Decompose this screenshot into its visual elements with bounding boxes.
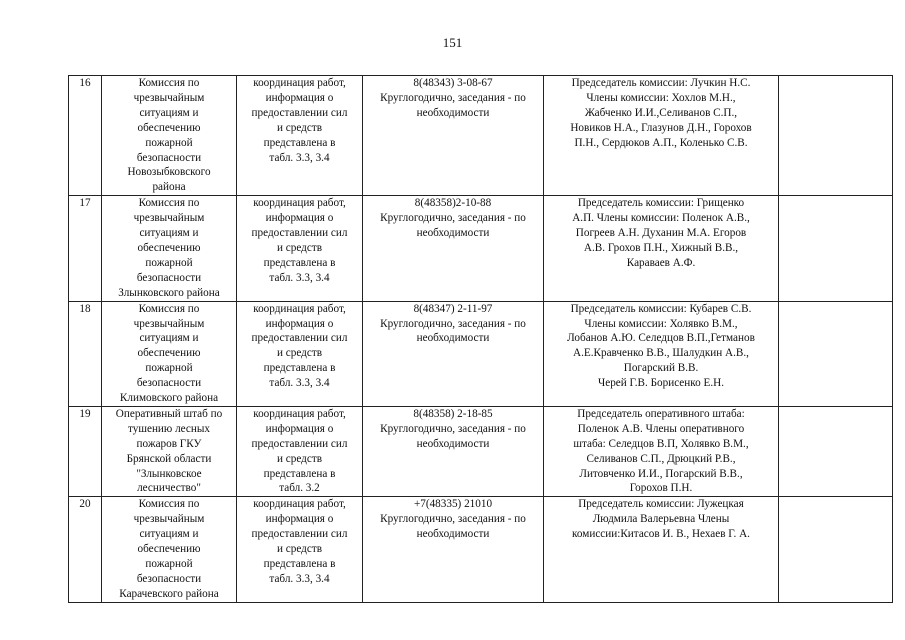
- function-cell: координация работ, информация о предоставлении сил и средств представлена в табл. 3.3, 3.4: [237, 301, 363, 406]
- notes-cell: [779, 76, 893, 196]
- table-row: [69, 76, 893, 196]
- page-number: 151: [442, 35, 463, 50]
- notes-cell: [779, 301, 893, 406]
- commissions-table: [68, 75, 893, 603]
- commission-name-cell: Комиссия по чрезвычайным ситуациям и обеспечению пожарной безопасности Злынковского района: [102, 196, 237, 301]
- table-row: [69, 301, 893, 406]
- contact-cell: 8(48358)2-10-88 Круглогодично, заседания - по необходимости: [363, 196, 544, 301]
- row-number-cell: 20: [69, 497, 102, 602]
- contact-cell: 8(48347) 2-11-97 Круглогодично, заседания - по необходимости: [363, 301, 544, 406]
- row-number-cell: 17: [69, 196, 102, 301]
- table-row: [69, 196, 893, 301]
- function-cell: координация работ, информация о предоставлении сил и средств представлена в табл. 3.3, 3.4: [237, 76, 363, 196]
- commission-name-cell: Оперативный штаб по тушению лесных пожаров ГКУ Брянской области "Злынковское лесничество": [102, 406, 237, 496]
- members-cell: Председатель комиссии: Грищенко А.П. Члены комиссии: Поленок А.В., Погреев А.Н. Духанин М.А. Егоров А.В. Грохов П.Н., Хижный В.В., Караваев А.Ф.: [544, 196, 779, 301]
- members-cell: Председатель комиссии: Лучкин Н.С. Члены комиссии: Хохлов М.Н., Жабченко И.И.,Селиванов С.П., Новиков Н.А., Глазунов Д.Н., Горохов П.Н., Сердюков А.П., Коленько С.В.: [544, 76, 779, 196]
- members-cell: Председатель оперативного штаба: Поленок А.В. Члены оперативного штаба: Селедцов В.П, Холявко В.М., Селиванов С.П., Дрюцкий Р.В., Литовченко И.И., Погарский В.В., Горохов П.Н.: [544, 406, 779, 496]
- notes-cell: [779, 406, 893, 496]
- row-number-cell: 18: [69, 301, 102, 406]
- commission-name-cell: Комиссия по чрезвычайным ситуациям и обеспечению пожарной безопасности Карачевского района: [102, 497, 237, 602]
- row-number-cell: 16: [69, 76, 102, 196]
- commission-name-cell: Комиссия по чрезвычайным ситуациям и обеспечению пожарной безопасности Новозыбковского района: [102, 76, 237, 196]
- table-row: [69, 406, 893, 496]
- table-row: [69, 497, 893, 602]
- members-cell: Председатель комиссии: Лужецкая Людмила Валерьевна Члены комиссии:Китасов И. В., Нехаев Г. А.: [544, 497, 779, 602]
- row-number-cell: 19: [69, 406, 102, 496]
- contact-cell: +7(48335) 21010 Круглогодично, заседания - по необходимости: [363, 497, 544, 602]
- contact-cell: 8(48358) 2-18-85 Круглогодично, заседания - по необходимости: [363, 406, 544, 496]
- members-cell: Председатель комиссии: Кубарев С.В. Члены комиссии: Холявко В.М., Лобанов А.Ю. Селедцов В.П.,Гетманов А.Е.Кравченко В.В., Шалудкин А.В., Погарский В.В. Черей Г.В. Борисенко Е.Н.: [544, 301, 779, 406]
- notes-cell: [779, 497, 893, 602]
- function-cell: координация работ, информация о предоставлении сил и средств представлена в табл. 3.3, 3.4: [237, 196, 363, 301]
- notes-cell: [779, 196, 893, 301]
- function-cell: координация работ, информация о предоставлении сил и средств представлена в табл. 3.3, 3.4: [237, 497, 363, 602]
- function-cell: координация работ, информация о предоставлении сил и средств представлена в табл. 3.2: [237, 406, 363, 496]
- commission-name-cell: Комиссия по чрезвычайным ситуациям и обеспечению пожарной безопасности Климовского района: [102, 301, 237, 406]
- contact-cell: 8(48343) 3-08-67 Круглогодично, заседания - по необходимости: [363, 76, 544, 196]
